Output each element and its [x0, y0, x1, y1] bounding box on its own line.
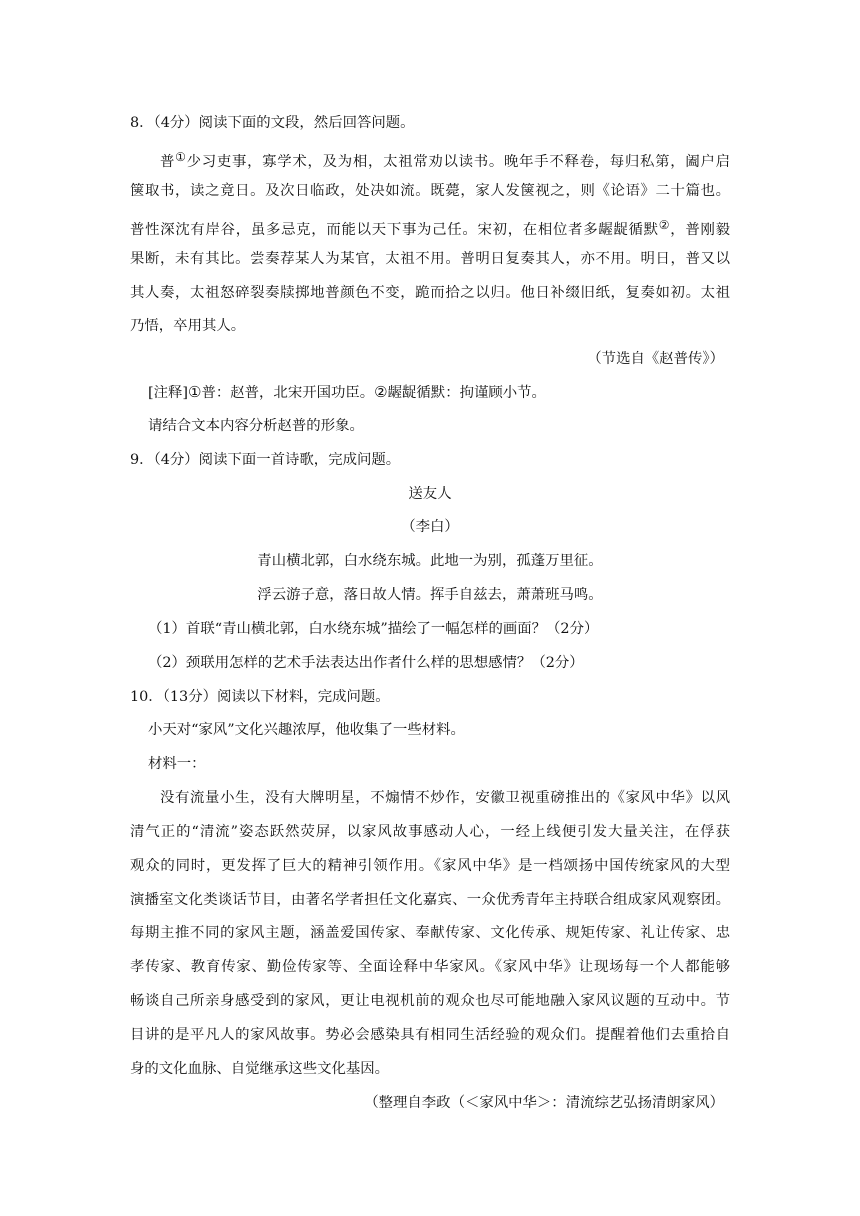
poem-author: （李白） — [401, 519, 459, 535]
poem-verse-2: 浮云游子意，落日故人情。挥手自兹去，萧萧班马鸣。 — [257, 587, 603, 603]
material-line-1: 没有流量小生，没有大牌明星，不煽情不炒作，安徽卫视重磅推出的《家风中华》以风 — [160, 790, 730, 806]
material-1-label: 材料一： — [148, 756, 206, 772]
question-9-sub-2: （2）颈联用怎样的艺术手法表达出作者什么样的思想感情？（2分） — [148, 655, 584, 671]
passage-text: ，普刚毅 — [670, 222, 730, 238]
passage-lead-char: 普 — [160, 154, 176, 170]
poem-title: 送友人 — [408, 486, 452, 502]
footnote-marker-1: ① — [175, 150, 187, 164]
note-text-2: 龌龊循默：拘谨顾小节。 — [387, 385, 546, 401]
passage-line-5: 其人奏，太祖怒碎裂奏牍掷地普颜色不变，跪而拾之以归。他日补缀旧纸，复奏如初。太祖 — [130, 285, 730, 301]
note-text-1: 普：赵普，北宋开国功臣。 — [201, 385, 375, 401]
material-line-6: 孝传家、教育传家、勤俭传家等、全面诠释中华家风。《家风中华》让现场每一个人都能够 — [130, 959, 730, 975]
passage-text: 少习吏事，寡学术，及为相，太祖常劝以读书。晚年手不释卷，每归私第，阖户启 — [186, 154, 730, 170]
material-line-8: 目讲的是平凡人的家风故事。势必会感染具有相同生活经验的观众们。提醒着他们去重拾自 — [130, 1027, 730, 1043]
material-line-3: 观众的同时，更发挥了巨大的精神引领作用。《家风中华》是一档颂扬中国传统家风的大型 — [130, 858, 730, 874]
passage-line-2: 箧取书，读之竟日。及次日临政，处决如流。既薨，家人发箧视之，则《论语》二十篇也。 — [130, 183, 730, 199]
passage-text: 普性深沈有岸谷，虽多忌克，而能以天下事为己任。宋初，在相位者多龌龊循默 — [130, 222, 659, 238]
note-marker-1: ① — [188, 383, 202, 401]
note-marker-2: ② — [374, 383, 388, 401]
question-8-prompt: 请结合文本内容分析赵普的形象。 — [148, 418, 364, 434]
passage-source: （节选自《赵普传》） — [587, 351, 724, 367]
material-line-7: 畅谈自己所亲身感受到的家风，更让电视机前的观众也尽可能地融入家风议题的互动中。节 — [130, 993, 730, 1009]
question-8-heading: 8．（4分）阅读下面的文段，然后回答问题。 — [130, 115, 415, 131]
question-10-intro: 小天对“家风”文化兴趣浓厚，他收集了一些材料。 — [148, 722, 465, 738]
footnote-marker-2: ② — [658, 218, 671, 232]
material-line-5: 每期主推不同的家风主题，涵盖爱国传家、奉献传家、文化传承、规矩传家、礼让传家、忠 — [130, 925, 730, 941]
poem-verse-1: 青山横北郭，白水绕东城。此地一为别，孤蓬万里征。 — [257, 553, 603, 569]
annotation-note — [148, 382, 748, 403]
passage-line-3 — [130, 215, 730, 240]
passage-line-1 — [160, 147, 730, 172]
question-10-heading: 10．（13分）阅读以下材料，完成问题。 — [130, 689, 390, 705]
material-line-9: 身的文化血脉、自觉继承这些文化基因。 — [130, 1061, 390, 1077]
question-9-sub-1: （1）首联“青山横北郭，白水绕东城”描绘了一幅怎样的画面？（2分） — [148, 621, 599, 637]
question-9-heading: 9．（4分）阅读下面一首诗歌，完成问题。 — [130, 452, 401, 468]
passage-line-4: 果断，未有其比。尝奏荐某人为某官，太祖不用。普明日复奏其人，亦不用。明日，普又以 — [130, 251, 730, 267]
material-source: （整理自李政（＜家风中华＞：清流综艺弘扬清朗家风） — [364, 1095, 724, 1111]
material-line-4: 演播室文化类谈话节目，由著名学者担任文化嘉宾、一众优秀青年主持联合组成家风观察团。 — [130, 892, 730, 908]
material-line-2: 清气正的“清流”姿态跃然荧屏，以家风故事感动人心，一经上线便引发大量关注，在俘获 — [130, 824, 730, 840]
passage-line-6: 乃悟，卒用其人。 — [130, 318, 246, 334]
note-prefix: [注释] — [148, 385, 189, 401]
